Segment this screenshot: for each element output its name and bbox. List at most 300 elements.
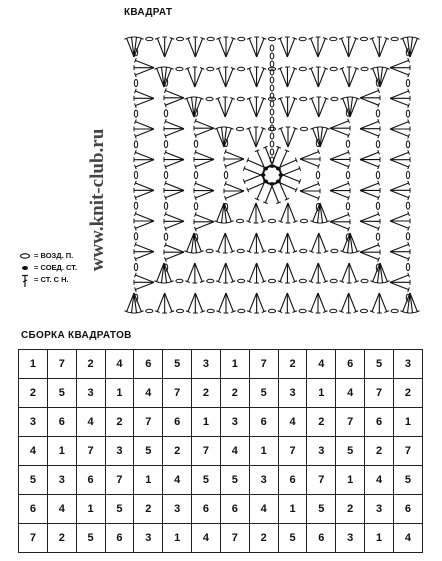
- grid-cell: 3: [393, 350, 422, 379]
- stitch-fan: [309, 233, 328, 253]
- grid-cell: 4: [336, 379, 365, 408]
- stitch-top: [194, 97, 199, 98]
- double-crochet-stitch: [165, 190, 184, 197]
- chain-stitch: [299, 67, 306, 70]
- stitch-top: [380, 283, 385, 284]
- chain-stitch: [391, 309, 398, 312]
- grid-cell: 7: [307, 466, 336, 495]
- stitch-fan: [134, 58, 154, 77]
- chain-stitch: [176, 279, 183, 282]
- chain-stitch: [134, 141, 137, 148]
- stitch-fan: [216, 233, 235, 253]
- grid-cell: 5: [336, 437, 365, 466]
- stitch-fan: [134, 211, 154, 230]
- double-crochet-stitch: [390, 160, 409, 167]
- stitch-fan: [155, 293, 174, 313]
- grid-cell: 5: [105, 495, 134, 524]
- stitch-fan: [300, 181, 320, 200]
- grid-row: [19, 379, 423, 408]
- chain-stitch: [268, 309, 275, 312]
- chain-stitch: [164, 202, 167, 209]
- grid-cell: 7: [249, 350, 278, 379]
- grid-cell: 1: [307, 379, 336, 408]
- grid-cell: 6: [278, 466, 307, 495]
- stitch-top: [219, 127, 224, 128]
- double-crochet-stitch: [288, 98, 295, 117]
- chain-stitch: [330, 37, 337, 40]
- stitch-fan: [224, 149, 244, 168]
- double-crochet-stitch: [318, 263, 325, 282]
- chain-stitch: [206, 249, 213, 252]
- chain-stitch: [134, 233, 137, 240]
- stitch-top: [410, 313, 415, 314]
- stitch-fan: [246, 127, 265, 147]
- double-crochet-stitch: [165, 160, 184, 167]
- grid-cell: 7: [47, 350, 76, 379]
- chain-stitch: [330, 309, 337, 312]
- double-crochet-stitch: [249, 293, 256, 312]
- stitch-fan: [246, 203, 265, 223]
- grid-cell: 7: [278, 437, 307, 466]
- chain-stitch: [300, 219, 307, 222]
- double-crochet-stitch: [165, 91, 184, 98]
- legend-label-slip: = СОЕД. СТ.: [34, 263, 78, 272]
- double-crochet-stitch: [288, 203, 295, 222]
- chain-stitch: [268, 127, 275, 130]
- double-crochet-stitch: [226, 263, 233, 282]
- double-crochet-stitch: [379, 38, 386, 57]
- stitch-top: [164, 283, 169, 284]
- stitch-fan: [360, 181, 380, 200]
- grid-row: [19, 466, 423, 495]
- stitch-fan: [216, 97, 235, 117]
- stitch-fan: [247, 97, 266, 117]
- grid-cell: 4: [134, 379, 163, 408]
- double-crochet-stitch: [372, 293, 379, 312]
- grid-cell: 6: [163, 408, 192, 437]
- grid-cell: 1: [249, 437, 278, 466]
- chain-stitch: [376, 233, 379, 240]
- double-crochet-stitch: [226, 68, 233, 87]
- double-crochet-stitch: [195, 263, 202, 282]
- stitch-top: [380, 67, 385, 68]
- joining-chain: [270, 149, 274, 155]
- grid-cell: 3: [163, 495, 192, 524]
- chain-stitch-icon: [18, 250, 32, 262]
- double-crochet-stitch: [226, 293, 233, 312]
- crochet-chart: [116, 20, 428, 338]
- double-crochet-stitch: [135, 98, 154, 105]
- double-crochet-stitch: [300, 191, 319, 198]
- double-crochet-stitch: [165, 221, 184, 228]
- double-crochet-stitch: [390, 122, 409, 129]
- double-crochet-stitch: [195, 121, 214, 128]
- chain-stitch: [164, 110, 167, 117]
- stitch-fan: [330, 119, 350, 138]
- grid-cell: 2: [249, 524, 278, 553]
- double-crochet-stitch: [360, 183, 379, 190]
- stitch-top: [315, 223, 320, 224]
- double-crochet-stitch: [330, 183, 349, 190]
- stitch-fan: [360, 119, 380, 138]
- double-crochet-stitch: [390, 190, 409, 197]
- stitch-fan: [340, 67, 359, 87]
- double-crochet-stitch: [195, 38, 202, 57]
- grid-cell: 4: [365, 466, 394, 495]
- stitch-fan: [134, 242, 154, 261]
- grid-cell: 2: [19, 379, 48, 408]
- grid-cell: 3: [278, 379, 307, 408]
- stitch-fan: [243, 166, 261, 184]
- chain-stitch: [330, 67, 337, 70]
- grid-cell: 1: [105, 379, 134, 408]
- chain-stitch: [376, 202, 379, 209]
- grid-cell: 5: [19, 466, 48, 495]
- double-crochet-stitch: [225, 98, 232, 117]
- double-crochet-stitch: [188, 38, 195, 57]
- double-crochet-stitch: [195, 293, 202, 312]
- double-crochet-stitch: [225, 233, 232, 252]
- grid-cell: 7: [76, 437, 105, 466]
- double-crochet-stitch: [219, 293, 226, 312]
- chain-stitch: [194, 203, 197, 210]
- double-crochet-stitch: [342, 68, 349, 87]
- double-crochet-stitch: [244, 175, 261, 182]
- grid-cell: 7: [393, 437, 422, 466]
- joining-chain: [270, 125, 274, 131]
- grid-cell: 4: [47, 495, 76, 524]
- stitch-fan: [370, 293, 389, 313]
- double-crochet-stitch: [287, 263, 294, 282]
- chain-stitch: [299, 309, 306, 312]
- slip-stitch: [264, 167, 268, 170]
- legend-label-dc: = СТ. С Н.: [34, 275, 69, 284]
- double-crochet-stitch: [311, 233, 318, 252]
- double-crochet-stitch: [257, 263, 264, 282]
- double-crochet-stitch: [372, 38, 379, 57]
- stitch-fan: [216, 37, 235, 57]
- stitch-top: [189, 253, 194, 254]
- double-crochet-stitch: [330, 191, 349, 198]
- double-crochet-icon: [18, 274, 32, 288]
- double-crochet-stitch: [225, 159, 244, 166]
- grid-cell: 7: [163, 379, 192, 408]
- double-crochet-stitch: [287, 68, 294, 87]
- double-crochet-stitch: [360, 129, 379, 136]
- double-crochet-stitch: [256, 98, 263, 117]
- grid-cell: 7: [134, 408, 163, 437]
- stitch-fan: [360, 243, 380, 262]
- double-crochet-stitch: [135, 214, 154, 221]
- stitch-fan: [283, 166, 301, 184]
- chain-stitch: [376, 141, 379, 148]
- double-crochet-stitch: [256, 128, 263, 147]
- stitch-fan: [280, 183, 297, 200]
- double-crochet-stitch: [360, 190, 379, 197]
- double-crochet-stitch: [342, 263, 349, 282]
- stitch-fan: [300, 149, 320, 168]
- stitch-top: [159, 283, 164, 284]
- chain-stitch: [207, 37, 214, 40]
- double-crochet-stitch: [283, 175, 300, 182]
- stitch-fan: [278, 293, 297, 313]
- stitch-top: [320, 127, 325, 128]
- grid-cell: 3: [220, 408, 249, 437]
- stitch-top: [410, 37, 415, 38]
- chain-stitch: [406, 233, 409, 240]
- stitch-fan: [390, 150, 410, 169]
- joining-chain: [270, 141, 274, 147]
- double-crochet-stitch: [360, 98, 379, 105]
- stitch-fan: [186, 293, 205, 313]
- grid-cell: 4: [220, 437, 249, 466]
- double-crochet-stitch: [330, 121, 349, 128]
- double-crochet-stitch: [360, 91, 379, 98]
- grid-cell: 3: [336, 524, 365, 553]
- double-crochet-stitch: [311, 263, 318, 282]
- grid-row: [19, 437, 423, 466]
- double-crochet-stitch: [330, 214, 349, 221]
- double-crochet-stitch: [135, 91, 154, 98]
- grid-row: [19, 524, 423, 553]
- grid-cell: 3: [307, 437, 336, 466]
- stitch-fan: [164, 150, 184, 169]
- stitch-top: [194, 253, 199, 254]
- stitch-top: [405, 313, 410, 314]
- stitch-fan: [308, 293, 327, 313]
- double-crochet-stitch: [390, 252, 409, 259]
- grid-cell: 7: [336, 408, 365, 437]
- grid-cell: 7: [365, 379, 394, 408]
- grid-cell: 5: [365, 350, 394, 379]
- double-crochet-stitch: [311, 98, 318, 117]
- double-crochet-stitch: [280, 293, 287, 312]
- assembly-title: СБОРКА КВАДРАТОВ: [21, 330, 132, 341]
- stitch-fan: [247, 183, 264, 200]
- double-crochet-stitch: [390, 214, 409, 221]
- double-crochet-stitch: [249, 68, 256, 87]
- grid-cell: 1: [19, 350, 48, 379]
- stitch-fan: [390, 119, 410, 138]
- stitch-fan: [247, 263, 266, 283]
- stitch-fan: [278, 67, 297, 87]
- stitch-fan: [370, 67, 389, 87]
- double-crochet-stitch: [249, 98, 256, 117]
- double-crochet-stitch: [135, 282, 154, 289]
- watermark-text: www.knit-club.ru: [87, 128, 108, 272]
- double-crochet-stitch: [300, 152, 319, 159]
- chain-stitch: [299, 279, 306, 282]
- grid-cell: 4: [192, 524, 221, 553]
- joining-chain: [270, 61, 274, 67]
- double-crochet-stitch: [165, 98, 184, 105]
- chain-stitch: [146, 309, 153, 312]
- chain-stitch: [346, 203, 349, 210]
- double-crochet-stitch: [256, 233, 263, 252]
- grid-cell: 6: [249, 408, 278, 437]
- chain-stitch: [176, 67, 183, 70]
- double-crochet-stitch: [165, 129, 184, 136]
- chain-stitch: [164, 233, 167, 240]
- double-crochet-stitch: [330, 152, 349, 159]
- double-crochet-stitch: [249, 263, 256, 282]
- chain-stitch: [134, 202, 137, 209]
- double-crochet-stitch: [319, 233, 326, 252]
- chain-stitch: [236, 127, 243, 130]
- stitch-fan: [134, 119, 154, 138]
- double-crochet-stitch: [330, 222, 349, 229]
- chain-stitch: [207, 67, 214, 70]
- grid-cell: 6: [19, 495, 48, 524]
- grid-cell: 1: [365, 524, 394, 553]
- grid-cell: 7: [220, 524, 249, 553]
- double-crochet-stitch: [165, 252, 184, 259]
- double-crochet-stitch: [135, 190, 154, 197]
- grid-cell: 5: [249, 379, 278, 408]
- stitch-fan: [390, 89, 410, 108]
- grid-cell: 3: [192, 350, 221, 379]
- chain-stitch: [330, 279, 337, 282]
- stitch-fan: [247, 150, 264, 167]
- stitch-fan: [340, 233, 359, 253]
- double-crochet-stitch: [390, 244, 409, 251]
- double-crochet-stitch: [219, 38, 226, 57]
- grid-cell: 5: [76, 524, 105, 553]
- double-crochet-stitch: [225, 184, 244, 191]
- double-crochet-stitch: [318, 293, 325, 312]
- grid-cell: 2: [47, 524, 76, 553]
- grid-cell: 6: [105, 524, 134, 553]
- grid-cell: 2: [365, 437, 394, 466]
- double-crochet-stitch: [195, 214, 214, 221]
- square-title: КВАДРАТ: [124, 7, 173, 18]
- joining-chain: [270, 117, 274, 123]
- grid-cell: 7: [19, 524, 48, 553]
- grid-cell: 7: [192, 437, 221, 466]
- chain-stitch: [406, 141, 409, 148]
- slip-stitch: [270, 165, 274, 168]
- chain-stitch: [134, 79, 137, 86]
- stitch-fan: [280, 150, 297, 167]
- grid-cell: 3: [47, 466, 76, 495]
- slip-stitch: [276, 180, 280, 183]
- stitch-top: [320, 223, 325, 224]
- double-crochet-stitch: [318, 68, 325, 87]
- stitch-top: [375, 283, 380, 284]
- grid-cell: 3: [249, 466, 278, 495]
- grid-cell: 6: [192, 495, 221, 524]
- stitch-top: [350, 97, 355, 98]
- chain-stitch: [376, 171, 379, 178]
- double-crochet-stitch: [135, 252, 154, 259]
- double-crochet-stitch: [349, 68, 356, 87]
- grid-cell: 1: [134, 466, 163, 495]
- chain-stitch: [360, 309, 367, 312]
- chain-stitch: [224, 171, 227, 178]
- stitch-fan: [224, 181, 244, 200]
- double-crochet-stitch: [226, 38, 233, 57]
- double-crochet-stitch: [390, 152, 409, 159]
- slip-stitch: [270, 183, 274, 186]
- legend-label-chain: = ВОЗД. П.: [34, 251, 74, 260]
- grid-cell: 4: [393, 524, 422, 553]
- stitch-fan: [134, 181, 154, 200]
- double-crochet-stitch: [195, 128, 214, 135]
- double-crochet-stitch: [188, 68, 195, 87]
- stitch-fan: [309, 97, 328, 117]
- stitch-top: [129, 313, 134, 314]
- stitch-fan: [308, 37, 327, 57]
- double-crochet-stitch: [390, 91, 409, 98]
- chain-stitch: [176, 309, 183, 312]
- grid-cell: 6: [47, 408, 76, 437]
- chain-stitch: [406, 202, 409, 209]
- chain-stitch: [237, 97, 244, 100]
- double-crochet-stitch: [287, 38, 294, 57]
- double-crochet-stitch: [379, 293, 386, 312]
- stitch-fan: [370, 263, 389, 283]
- grid-cell: 4: [307, 350, 336, 379]
- double-crochet-stitch: [165, 214, 184, 221]
- stitch-fan: [216, 263, 235, 283]
- stitch-fan: [164, 119, 184, 138]
- double-crochet-stitch: [165, 183, 184, 190]
- double-crochet-stitch: [165, 293, 172, 312]
- stitch-fan: [340, 97, 359, 117]
- stitch-fan: [339, 37, 358, 57]
- double-crochet-stitch: [157, 293, 164, 312]
- stitch-fan: [310, 127, 329, 147]
- double-crochet-stitch: [195, 222, 214, 229]
- stitch-fan: [400, 37, 419, 57]
- stitch-fan: [278, 233, 297, 253]
- stitch-fan: [134, 89, 154, 108]
- chain-stitch: [238, 37, 245, 40]
- grid-cell: 1: [192, 408, 221, 437]
- double-crochet-stitch: [360, 245, 379, 252]
- grid-cell: 2: [220, 379, 249, 408]
- chain-stitch: [300, 127, 307, 130]
- joining-chain: [270, 53, 274, 59]
- grid-cell: 2: [278, 350, 307, 379]
- chain-stitch: [346, 140, 349, 147]
- stitch-fan: [278, 263, 297, 283]
- double-crochet-stitch: [287, 293, 294, 312]
- stitch-fan: [370, 37, 389, 57]
- chain-stitch: [316, 171, 319, 178]
- stitch-fan: [278, 127, 297, 147]
- double-crochet-stitch: [311, 38, 318, 57]
- joining-chain: [270, 133, 274, 139]
- chain-stitch: [361, 67, 368, 70]
- chain-stitch: [238, 309, 245, 312]
- grid-cell: 6: [220, 495, 249, 524]
- stitch-top: [345, 253, 350, 254]
- stitch-fan: [330, 150, 350, 169]
- chain-stitch: [164, 171, 167, 178]
- grid-cell: 2: [393, 379, 422, 408]
- stitch-fan: [390, 242, 410, 261]
- grid-cell: 3: [365, 495, 394, 524]
- chain-stitch: [406, 79, 409, 86]
- stitch-fan: [278, 37, 297, 57]
- stitch-fan: [340, 263, 359, 283]
- grid-cell: 6: [76, 466, 105, 495]
- chain-stitch: [376, 110, 379, 117]
- double-crochet-stitch: [281, 128, 288, 147]
- joining-chain: [270, 85, 274, 91]
- stitch-fan: [247, 233, 266, 253]
